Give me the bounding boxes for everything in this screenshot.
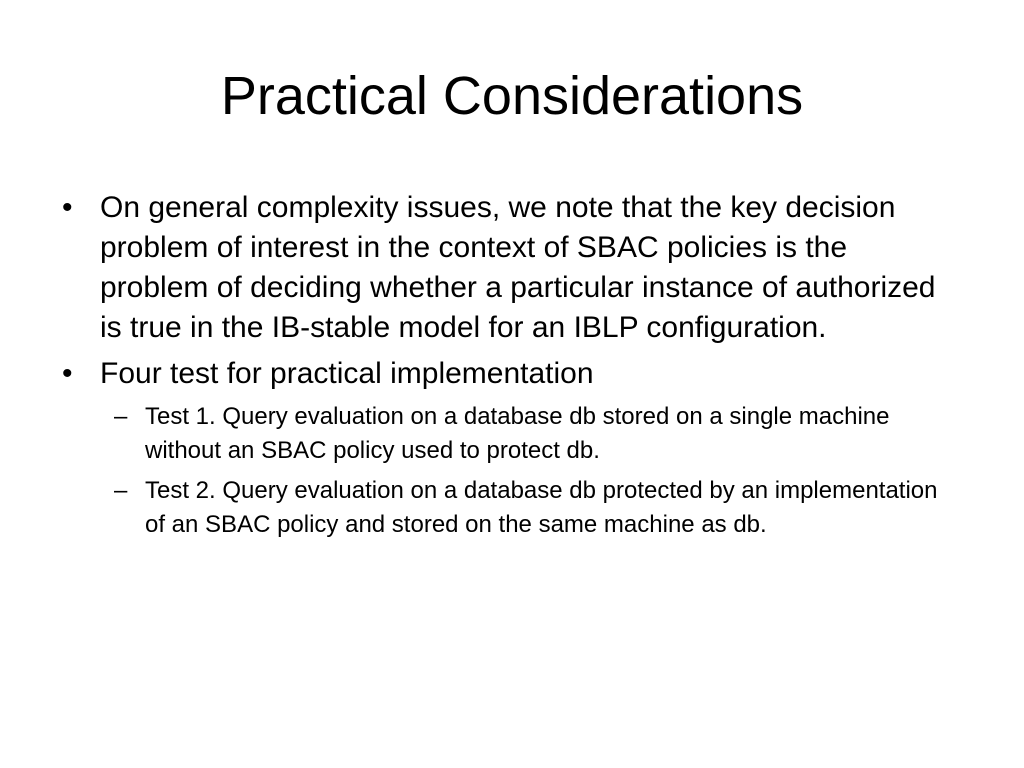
bullet-icon: • — [62, 191, 73, 224]
sub-bullet-test-2 — [108, 474, 942, 542]
bullet-icon: • — [62, 357, 73, 390]
slide-title: Practical Considerations — [220, 66, 804, 126]
test-sublist — [62, 400, 942, 542]
bullet-point-complexity — [62, 188, 942, 348]
sub-bullet-text: Test 1. Query evaluation on a database db stored on a single machine without an SBAC policy used to protect db. — [145, 403, 890, 464]
bullet-text: Four test for practical implementation — [100, 357, 594, 390]
sub-bullet-text: Test 2. Query evaluation on a database db protected by an implementation of an SBAC policy and stored on the same machine as db. — [145, 477, 938, 538]
bullet-point-tests — [62, 354, 942, 394]
bullet-text: On general complexity issues, we note that the key decision problem of interest in the context of SBAC policies is the problem of deciding whether a particular instance of authorized is true in the IB-stable model for an IBLP configuration. — [100, 191, 936, 344]
dash-icon: – — [114, 403, 128, 430]
dash-icon: – — [114, 477, 128, 504]
slide-body — [62, 188, 942, 548]
sub-bullet-test-1 — [108, 400, 942, 468]
